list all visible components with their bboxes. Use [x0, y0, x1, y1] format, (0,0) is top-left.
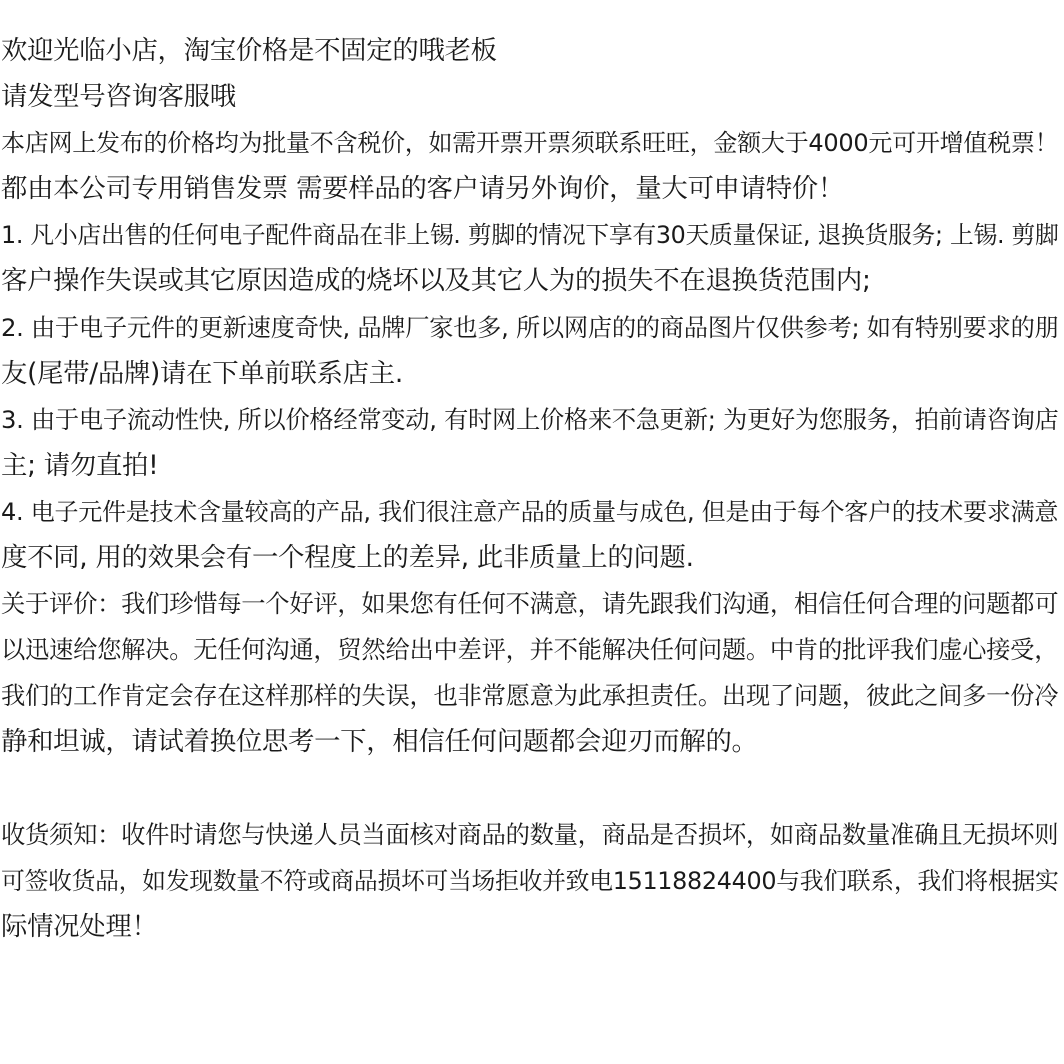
store-notice	[0, 28, 1064, 950]
delivery-line-3: 际情况处理！	[1, 910, 158, 942]
rule-4-line-2: 度不同, 用的效果会有一个程度上的差异, 此非质量上的问题.	[1, 542, 694, 574]
rule-3-line-2: 主; 请勿直拍!	[1, 449, 159, 481]
invoice-sample-line: 都由本公司专用销售发票 需要样品的客户请另外询价，量大可申请特价！	[1, 173, 844, 205]
delivery-line-2: 可签收货品，如发现数量不符或商品损坏可当场拒收并致电15118824400与我们联系，我们将根据实	[1, 866, 1059, 895]
rule-1-line-1: 1. 凡小店出售的任何电子配件商品在非上锡. 剪脚的情况下享有30天质量保证, 退换货服务; 上锡. 剪脚	[1, 221, 1059, 250]
rule-4-line-1: 4. 电子元件是技术含量较高的产品, 我们很注意产品的质量与成色, 但是由于每个客户的技术要求满意	[1, 497, 1059, 526]
price-tax-line: 本店网上发布的价格均为批量不含税价，如需开票开票须联系旺旺，金额大于4000元可开增值税票！	[1, 129, 1059, 158]
welcome-line: 欢迎光临小店，淘宝价格是不固定的哦老板	[1, 35, 497, 66]
rule-3-line-1: 3. 由于电子流动性快, 所以价格经常变动, 有时网上价格来不急更新; 为更好为您服务，拍前请咨询店	[1, 404, 1059, 434]
review-line-4: 静和坦诚，请试着换位思考一下，相信任何问题都会迎刃而解的。	[1, 726, 758, 758]
rule-2-line-1: 2. 由于电子元件的更新速度奇快, 品牌厂家也多, 所以网店的的商品图片仅供参考; 如有特别要求的朋	[1, 312, 1059, 342]
delivery-line-1: 收货须知：收件时请您与快递人员当面核对商品的数量，商品是否损坏，如商品数量准确且无损坏则	[1, 819, 1059, 849]
rule-1-line-2: 客户操作失误或其它原因造成的烧坏以及其它人为的损失不在退换货范围内;	[1, 265, 871, 297]
review-line-3: 我们的工作肯定会存在这样那样的失误，也非常愿意为此承担责任。出现了问题，彼此之间多一份冷	[1, 681, 1059, 711]
review-line-1: 关于评价：我们珍惜每一个好评，如果您有任何不满意，请先跟我们沟通，相信任何合理的问题都可	[1, 589, 1059, 619]
paragraph-spacer	[0, 766, 1064, 812]
rule-2-line-2: 友(尾带/品牌)请在下单前联系店主.	[1, 357, 403, 389]
consult-line: 请发型号咨询客服哦	[1, 81, 236, 113]
review-line-2: 以迅速给您解决。无任何沟通，贸然给出中差评，并不能解决任何问题。中肯的批评我们虚心接受，	[1, 635, 1059, 665]
